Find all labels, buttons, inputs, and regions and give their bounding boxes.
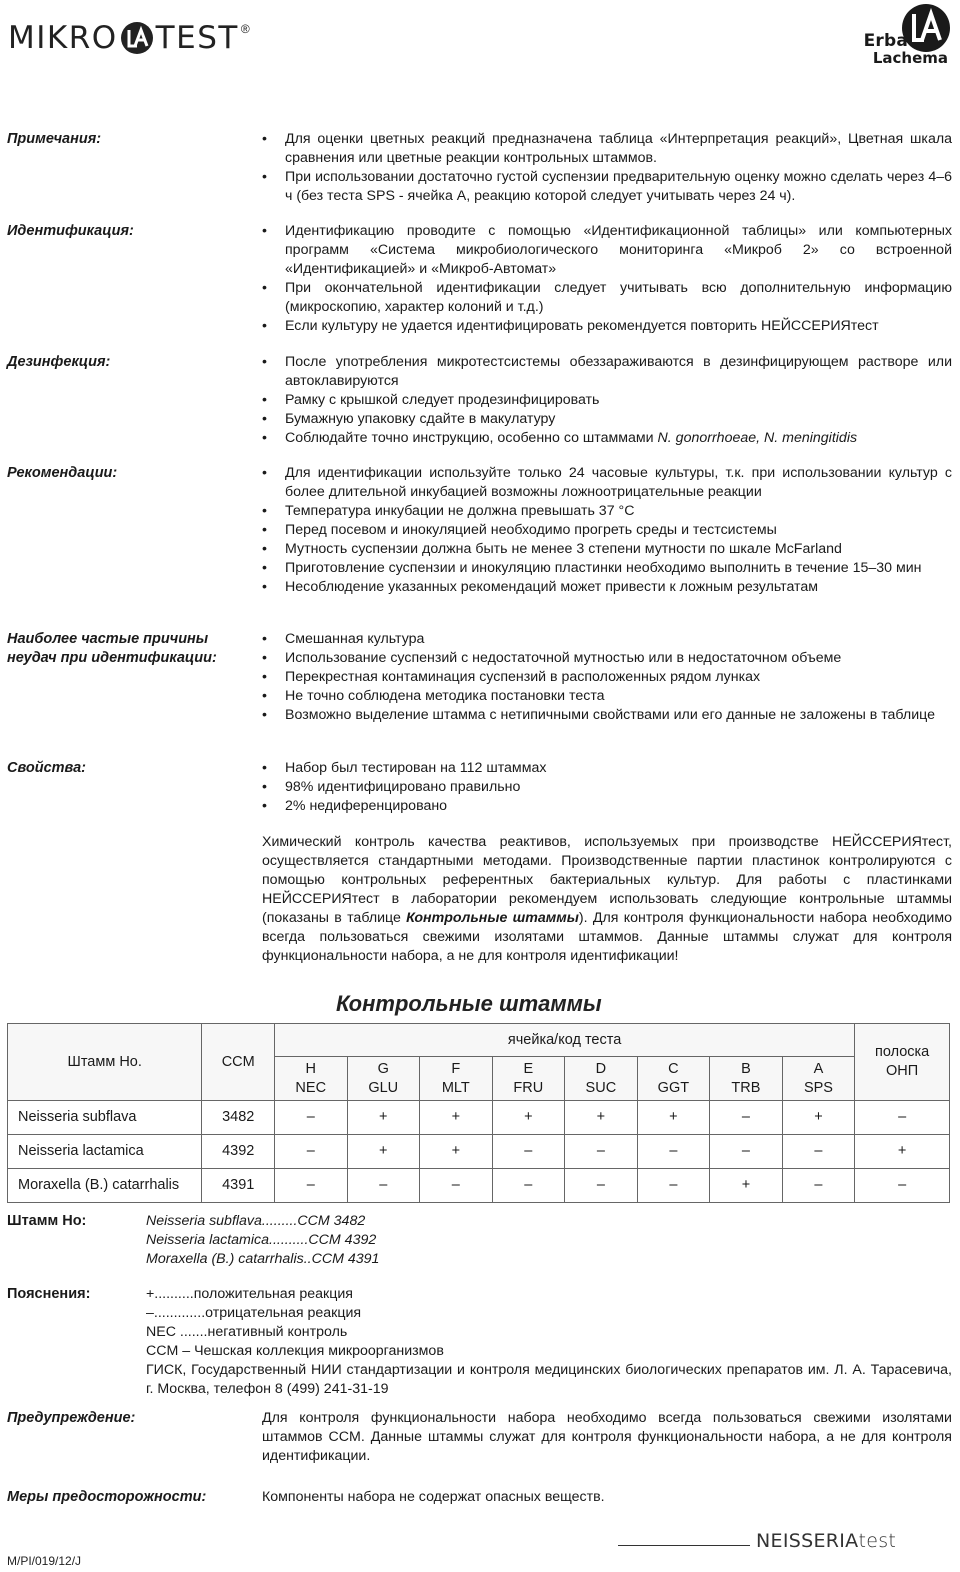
- strain-entry: [146, 1212, 546, 1231]
- test-column-header: [565, 1057, 638, 1101]
- list-item: • Если культуру не удается идентифицировать рекомендуется повторить НЕЙССЕРИЯтест: [262, 317, 952, 336]
- list-item: • 2% недиференцировано: [262, 797, 952, 816]
- test-result: –: [274, 1101, 347, 1135]
- list-item: • Перед посевом и инокуляцией необходимо прогреть среды и тестсистемы: [262, 521, 952, 540]
- test-code: GGT: [657, 1080, 690, 1096]
- test-code: SPS: [803, 1080, 833, 1096]
- logo-text-mikro: MIKRO: [8, 19, 118, 56]
- list-item: • Рамку с крышкой следует продезинфицировать: [262, 391, 952, 410]
- test-result: –: [710, 1101, 783, 1135]
- strain-entry-dots: ..: [303, 1251, 312, 1267]
- failures-label: [7, 630, 247, 668]
- strain-entry-ccm: CCM 4392: [308, 1232, 377, 1248]
- test-result: +: [420, 1101, 493, 1135]
- list-item: • Приготовление суспензии и инокуляцию пластинки необходимо выполнить в течение 15–30 мин: [262, 559, 952, 578]
- test-code: FRU: [513, 1080, 544, 1096]
- test-column-header: [637, 1057, 710, 1101]
- test-result: –: [274, 1169, 347, 1203]
- strain-entry-dots: .........: [261, 1213, 298, 1229]
- list-item: • При использовании достаточно густой суспензии предварительную оценку можно сделать через 4–6 ч (без теста SPS - ячейка А, реакцию которой следует учитывать через 24 ч).: [262, 168, 952, 206]
- test-result: –: [710, 1135, 783, 1169]
- list-item: • Перекрестная контаминация суспензий в расположенных рядом лунках: [262, 668, 952, 687]
- test-column-header: [782, 1057, 855, 1101]
- footer-divider: [618, 1545, 750, 1546]
- test-result: –: [637, 1135, 710, 1169]
- test-result: –: [420, 1169, 493, 1203]
- test-cell-letter: F: [451, 1061, 461, 1077]
- header-onp-strip: полоска ОНП: [855, 1024, 950, 1101]
- test-result: +: [565, 1101, 638, 1135]
- test-result: +: [347, 1101, 420, 1135]
- test-code: NEC: [295, 1080, 327, 1096]
- strip-result: +: [855, 1135, 950, 1169]
- list-item: • При окончательной идентификации следует учитывать всю дополнительную информацию (микроскопию, характер колоний и т.д.): [262, 279, 952, 317]
- test-result: +: [710, 1169, 783, 1203]
- test-cell-letter: C: [668, 1061, 679, 1077]
- test-column-header: [274, 1057, 347, 1101]
- product-name-suffix: test: [858, 1530, 897, 1552]
- strain-entry-name: Neisseria lactamica: [146, 1232, 269, 1248]
- identification-label: Идентификация:: [7, 223, 134, 239]
- logo-text-test: TEST: [155, 19, 239, 56]
- list-item: • Несоблюдение указанных рекомендаций может привести к ложным результатам: [262, 578, 952, 597]
- strain-entry-name: Neisseria subflava: [146, 1213, 262, 1229]
- test-result: +: [492, 1101, 565, 1135]
- failures-list: [262, 630, 952, 725]
- notes-label: Примечания:: [7, 131, 102, 147]
- precautions-text: Компоненты набора не содержат опасных веществ.: [262, 1489, 605, 1505]
- test-cell-letter: E: [523, 1061, 534, 1077]
- list-item: • Бумажную упаковку сдайте в макулатуру: [262, 410, 952, 429]
- strain-entry: [146, 1250, 546, 1269]
- explanation-line: NEC .......негативный контроль: [146, 1324, 348, 1340]
- list-item-text: Соблюдайте точно инструкцию, особенно со штаммами: [285, 430, 658, 446]
- properties-list: [262, 759, 952, 816]
- list-item: • 98% идентифицировано правильно: [262, 778, 952, 797]
- list-item: • Смешанная культура: [262, 630, 952, 649]
- quality-paragraph: [262, 833, 952, 966]
- strain-entry-dots: ..........: [269, 1232, 309, 1248]
- list-item: • Набор был тестирован на 112 штаммах: [262, 759, 952, 778]
- test-cell-letter: A: [813, 1061, 824, 1077]
- precautions-label: Меры предосторожности:: [7, 1489, 207, 1505]
- table-row: [8, 1101, 950, 1135]
- list-item: • После употребления микротестсистемы обеззараживаются в дезинфицирующем растворе или автоклавируются: [262, 353, 952, 391]
- test-column-header: [492, 1057, 565, 1101]
- test-cell-letter: G: [377, 1061, 389, 1077]
- header-ccm: CCM: [202, 1024, 275, 1101]
- recommendations-list: [262, 464, 952, 597]
- control-strains-table: [7, 1023, 950, 1203]
- test-result: –: [347, 1169, 420, 1203]
- table-body: [8, 1101, 950, 1203]
- failures-label-line2: неудач при идентификации:: [7, 650, 217, 666]
- test-result: +: [782, 1101, 855, 1135]
- test-result: –: [637, 1169, 710, 1203]
- quality-text-bold: Контрольные штаммы: [406, 910, 579, 926]
- test-cell-letter: H: [305, 1061, 316, 1077]
- test-code: SUC: [585, 1080, 617, 1096]
- test-result: +: [637, 1101, 710, 1135]
- list-item: • Не точно соблюдена методика постановки теста: [262, 687, 952, 706]
- explanation-line: CCM – Чешская коллекция микроорганизмов: [146, 1343, 444, 1359]
- warning-label: Предупреждение:: [7, 1410, 136, 1426]
- identification-list: [262, 222, 952, 336]
- test-code: MLT: [441, 1080, 470, 1096]
- test-cell-letter: B: [741, 1061, 751, 1077]
- list-item: • Возможно выделение штамма с нетипичными свойствами или его данные не заложены в таблице: [262, 706, 952, 725]
- list-item: • Для оценки цветных реакций предназначена таблица «Интерпретация реакций», Цветная шкала сравнения или цветные реакции контрольных штаммов.: [262, 130, 952, 168]
- control-strains-title: Контрольные штаммы: [336, 991, 602, 1016]
- header-test-group: ячейка/код теста: [274, 1024, 854, 1057]
- strain-entry-ccm: CCM 3482: [297, 1213, 366, 1229]
- table-row: [8, 1135, 950, 1169]
- notes-list: [262, 130, 952, 206]
- test-result: +: [347, 1135, 420, 1169]
- list-item: • Идентификацию проводите с помощью «Идентификационной таблицы» или компьютерных программ «Система микробиологического мониторинга «Микроб 2» со встроенной «Идентификацией» и «Микроб-Автомат»: [262, 222, 952, 279]
- ccm-number: 3482: [202, 1101, 275, 1135]
- explanations-label: Пояснения:: [7, 1286, 91, 1302]
- strain-name: Neisseria lactamica: [8, 1135, 202, 1169]
- list-item: • Для идентификации используйте только 24 часовые культуры, т.к. при использовании культур с более длительной инкубацией возможны ложноотрицательные реакции: [262, 464, 952, 502]
- test-result: –: [565, 1169, 638, 1203]
- disinfection-label: Дезинфекция:: [7, 354, 111, 370]
- strain-name: Neisseria subflava: [8, 1101, 202, 1135]
- strain-list: [146, 1212, 546, 1269]
- header-strain: Штамм Но.: [8, 1024, 202, 1101]
- strip-result: –: [855, 1169, 950, 1203]
- erba-lachema-logo: [854, 2, 954, 68]
- strain-name: Moraxella (B.) catarrhalis: [8, 1169, 202, 1203]
- strain-entry-name: Moraxella (B.) catarrhalis: [146, 1251, 304, 1267]
- mikrolatest-logo: [8, 18, 250, 58]
- list-item: • Использование суспензий с недостаточной мутностью или в недостаточном объеме: [262, 649, 952, 668]
- test-code: GLU: [368, 1080, 399, 1096]
- explanation-line: +..........положительная реакция: [146, 1286, 353, 1302]
- explanation-line: ГИСК, Государственный НИИ стандартизации и контроля медицинских биологических препаратов им. Л. А. Тарасевича, г. Москва, телефон 8 (499) 241-31-19: [146, 1362, 952, 1397]
- logo-lachema: Lachema: [872, 49, 948, 67]
- test-result: –: [492, 1169, 565, 1203]
- document-code: M/PI/019/12/J: [7, 1554, 82, 1568]
- la-circle-icon: [120, 21, 154, 55]
- strain-entry: [146, 1231, 546, 1250]
- test-result: –: [492, 1135, 565, 1169]
- test-result: +: [420, 1135, 493, 1169]
- registered-mark: ®: [240, 22, 250, 36]
- test-code: TRB: [731, 1080, 761, 1096]
- test-cell-letter: D: [595, 1061, 607, 1077]
- test-column-header: [710, 1057, 783, 1101]
- properties-label: Свойства:: [7, 760, 86, 776]
- test-result: –: [565, 1135, 638, 1169]
- test-column-header: [420, 1057, 493, 1101]
- ccm-number: 4392: [202, 1135, 275, 1169]
- table-row: [8, 1169, 950, 1203]
- explanation-line: –.............отрицательная реакция: [146, 1305, 362, 1321]
- strain-entry-ccm: CCM 4391: [311, 1251, 380, 1267]
- disinfection-list: [262, 353, 952, 448]
- species-names: N. gonorrhoeae, N. meningitidis: [657, 430, 858, 446]
- strip-result: –: [855, 1101, 950, 1135]
- test-result: –: [274, 1135, 347, 1169]
- quality-text-2: ). Для контроля функциональности набора необходимо всегда пользоваться свежими изолятами штаммов. Данные штаммы служат для контроля функциональности набора, а не для контроля идентификации!: [262, 910, 952, 964]
- test-column-header: [347, 1057, 420, 1101]
- list-item: • Мутность суспензии должна быть не менее 3 степени мутности по шкале McFarland: [262, 540, 952, 559]
- list-item: • Температура инкубации не должна превышать 37 °C: [262, 502, 952, 521]
- list-item: [262, 429, 952, 448]
- ccm-number: 4391: [202, 1169, 275, 1203]
- failures-label-line1: Наиболее частые причины: [7, 631, 209, 647]
- warning-text: Для контроля функциональности набора необходимо всегда пользоваться свежими изолятами штаммов CCM. Данные штаммы служат для контроля функциональности набора, а не для контроля идентификации.: [262, 1410, 952, 1464]
- product-name: [756, 1532, 896, 1551]
- product-name-main: NEISSERIA: [756, 1530, 859, 1552]
- test-result: –: [782, 1135, 855, 1169]
- logo-erba: Erba: [863, 31, 908, 51]
- strain-no-label: Штамм Но:: [7, 1213, 87, 1229]
- explanations-list: [146, 1285, 952, 1399]
- recommendations-label: Рекомендации:: [7, 465, 118, 481]
- test-result: –: [782, 1169, 855, 1203]
- quality-text-1: Химический контроль качества реактивов, используемых при производстве НЕЙССЕРИЯтест, осуществляется стандартными методами. Производственные партии пластинок контролируются с помощью контрольных референтных бактериальных культур. Для работы с пластинками НЕЙССЕРИЯтест в лаборатории рекомендуем использовать следующие контрольные штаммы (показаны в таблице: [262, 834, 952, 926]
